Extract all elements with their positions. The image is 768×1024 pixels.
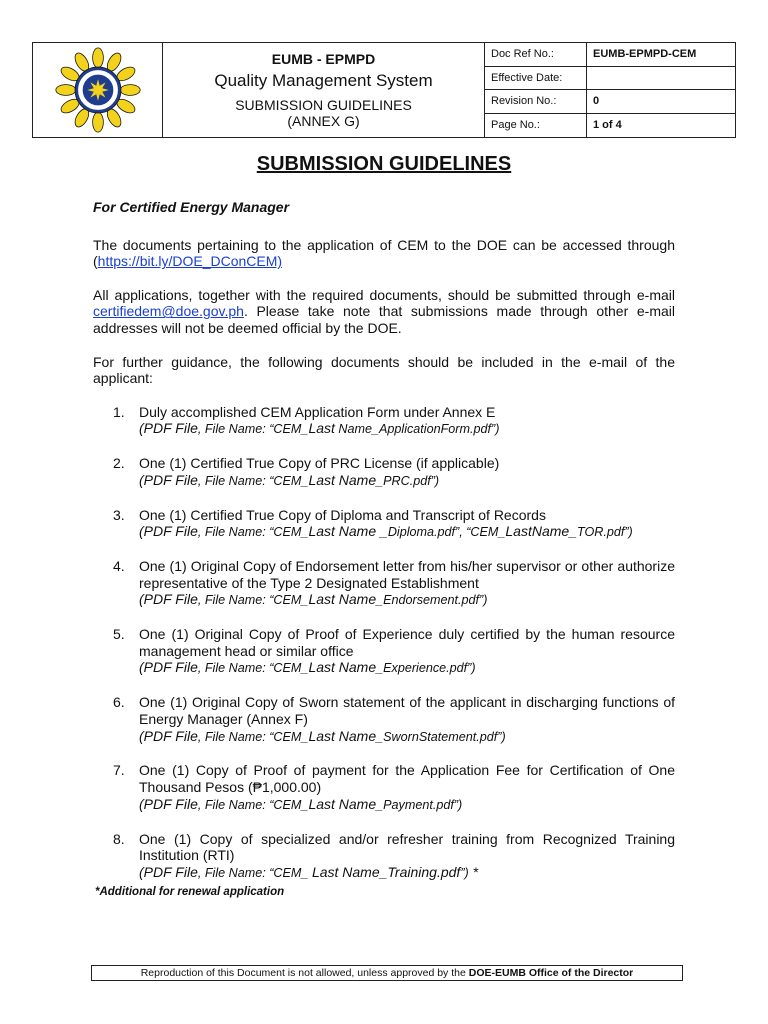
item-number: 5. (113, 626, 125, 643)
file-name-segment: (PDF File (139, 659, 198, 676)
file-name-segment: , File Name: “CEM_ (197, 593, 309, 608)
paragraph-email-submission (93, 287, 675, 337)
item-text: One (1) Original Copy of Sworn statement of the applicant in discharging functions of Energy Manager (Annex F) (139, 694, 675, 727)
file-name-segment: LastName_ (505, 523, 577, 540)
meta-value-revision: 0 (587, 90, 735, 114)
file-name-segment: (PDF File (139, 591, 198, 608)
doc-title-line2: (ANNEX G) (287, 112, 360, 129)
item-number: 4. (113, 558, 125, 575)
list-item-1 (93, 404, 675, 438)
bitly-link[interactable]: https://bit.ly/DOE_DConCEM) (97, 253, 283, 270)
document-body (93, 199, 675, 899)
document-meta-table (485, 43, 735, 137)
footer-authority: DOE-EUMB Office of the Director (468, 967, 634, 979)
file-name-segment: ”) (460, 865, 469, 880)
paragraph-text: For further guidance, the following documents should be included in the e-mail of the applicant: (93, 353, 675, 387)
file-name-segment: Last Name (308, 659, 377, 676)
file-name-segment: Last Name (308, 795, 377, 812)
seal-ray (120, 85, 140, 96)
item-text: One (1) Copy of specialized and/or refresher training from Recognized Training Institution (RTI) (139, 830, 675, 864)
file-name-segment: _PRC.pdf”) (376, 473, 440, 488)
logo-cell (33, 43, 163, 137)
paragraph-text: The documents pertaining to the application of CEM to the DOE can be accessed through ( (93, 236, 675, 270)
file-name-segment: Last Name_Training.pdf (311, 863, 461, 880)
file-name-segment: Last Name (308, 471, 377, 488)
item-text: One (1) Certified True Copy of Diploma and Transcript of Records (139, 506, 546, 523)
item-file-name (139, 796, 675, 814)
file-name-segment: _Payment.pdf”) (376, 797, 463, 812)
meta-key-effective-date: Effective Date: (485, 67, 587, 91)
item-file-name (139, 420, 675, 438)
list-item-7 (93, 762, 675, 813)
item-number: 2. (113, 455, 125, 472)
page-heading: SUBMISSION GUIDELINES (256, 153, 512, 175)
document-header (32, 42, 736, 138)
meta-value-page: 1 of 4 (593, 119, 622, 132)
item-number: 1. (113, 403, 125, 420)
file-name-segment: (PDF File (139, 420, 198, 437)
file-name-segment: Last Name _ (308, 523, 388, 540)
file-name-segment: (PDF File (139, 727, 198, 744)
system-name: Quality Management System (214, 71, 433, 91)
item-file-name (139, 523, 675, 541)
meta-value-effective-date (587, 67, 735, 91)
doc-title-line1: SUBMISSION GUIDELINES (235, 96, 412, 113)
footer-text: Reproduction of this Document is not allowed, unless approved by the (140, 967, 469, 979)
paragraph-text: . Please take note that submissions made through other e-mail addresses will not be deemed official by the DOE. (93, 303, 675, 336)
header-title-cell (163, 43, 485, 137)
footer-notice (91, 965, 683, 981)
list-item-8 (93, 831, 675, 882)
file-name-segment: Diploma.pdf”, “CEM_ (387, 525, 506, 540)
org-name: EUMB - EPMPD (271, 51, 376, 68)
file-name-segment: , File Name: “CEM_ (197, 422, 309, 437)
file-name-segment: Last Name (308, 591, 377, 608)
email-link[interactable]: certifiedem@doe.gov.ph (93, 303, 244, 320)
seal-ray (92, 48, 103, 68)
subheading: For Certified Energy Manager (93, 199, 290, 215)
file-name-segment: _Endorsement.pdf”) (376, 593, 488, 608)
list-item-5 (93, 626, 675, 677)
list-item-3 (93, 507, 675, 541)
list-item-2 (93, 455, 675, 489)
file-name-segment: * (468, 863, 479, 880)
item-file-name (139, 864, 675, 882)
file-name-segment: , File Name: “CEM_ (197, 729, 309, 744)
meta-value-doc-ref: EUMB-EPMPD-CEM (587, 43, 735, 67)
item-text: Duly accomplished CEM Application Form under Annex E (139, 403, 496, 420)
file-name-segment: (PDF File (139, 471, 198, 488)
meta-key-doc-ref: Doc Ref No.: (485, 43, 587, 67)
file-name-segment: (PDF File (139, 523, 198, 540)
file-name-segment: , File Name: “CEM_ (197, 865, 312, 880)
department-seal (39, 44, 157, 136)
item-text: One (1) Original Copy of Proof of Experience duly certified by the human resource management head or similar office (139, 626, 675, 659)
list-item-4 (93, 558, 675, 609)
list-item-6 (93, 694, 675, 745)
file-name-segment: (PDF File (139, 795, 198, 812)
file-name-segment: Last Name (308, 727, 377, 744)
paragraph-access-link (93, 237, 675, 270)
item-text: One (1) Original Copy of Endorsement letter from his/her supervisor or other authorize representative of the Type 2 Designated Establishment (139, 558, 675, 591)
item-file-name (139, 472, 675, 490)
seal-ray (92, 112, 103, 132)
file-name-segment: TOR.pdf”) (576, 525, 633, 540)
meta-key-page: Page No.: (485, 114, 587, 138)
file-name-segment: _SwornStatement.pdf”) (376, 729, 506, 744)
seal-ray (55, 85, 75, 96)
item-text: One (1) Copy of Proof of payment for the Application Fee for Certification of One Thousand Pesos (₱1,000.00) (139, 762, 675, 796)
file-name-segment: Name_ApplicationForm.pdf”) (334, 422, 500, 437)
paragraph-guidance (93, 354, 675, 387)
item-number: 6. (113, 694, 125, 711)
seal-star (87, 79, 108, 100)
footnote: *Additional for renewal application (95, 886, 285, 898)
file-name-segment: Last (308, 420, 335, 437)
file-name-segment: , File Name: “CEM_ (197, 797, 309, 812)
meta-key-revision: Revision No.: (485, 90, 587, 114)
item-file-name (139, 728, 675, 746)
item-number: 7. (113, 762, 125, 779)
item-file-name (139, 659, 675, 677)
paragraph-text: All applications, together with the required documents, should be submitted through e-mail (93, 286, 675, 303)
item-number: 8. (113, 830, 125, 847)
item-text: One (1) Certified True Copy of PRC License (if applicable) (139, 455, 500, 472)
file-name-segment: , File Name: “CEM_ (197, 661, 309, 676)
item-number: 3. (113, 506, 125, 523)
file-name-segment: , File Name: “CEM_ (197, 473, 309, 488)
file-name-segment: (PDF File (139, 863, 198, 880)
item-file-name (139, 591, 675, 609)
file-name-segment: , File Name: “CEM_ (197, 525, 309, 540)
required-documents-list (93, 404, 675, 882)
file-name-segment: _Experience.pdf”) (376, 661, 476, 676)
